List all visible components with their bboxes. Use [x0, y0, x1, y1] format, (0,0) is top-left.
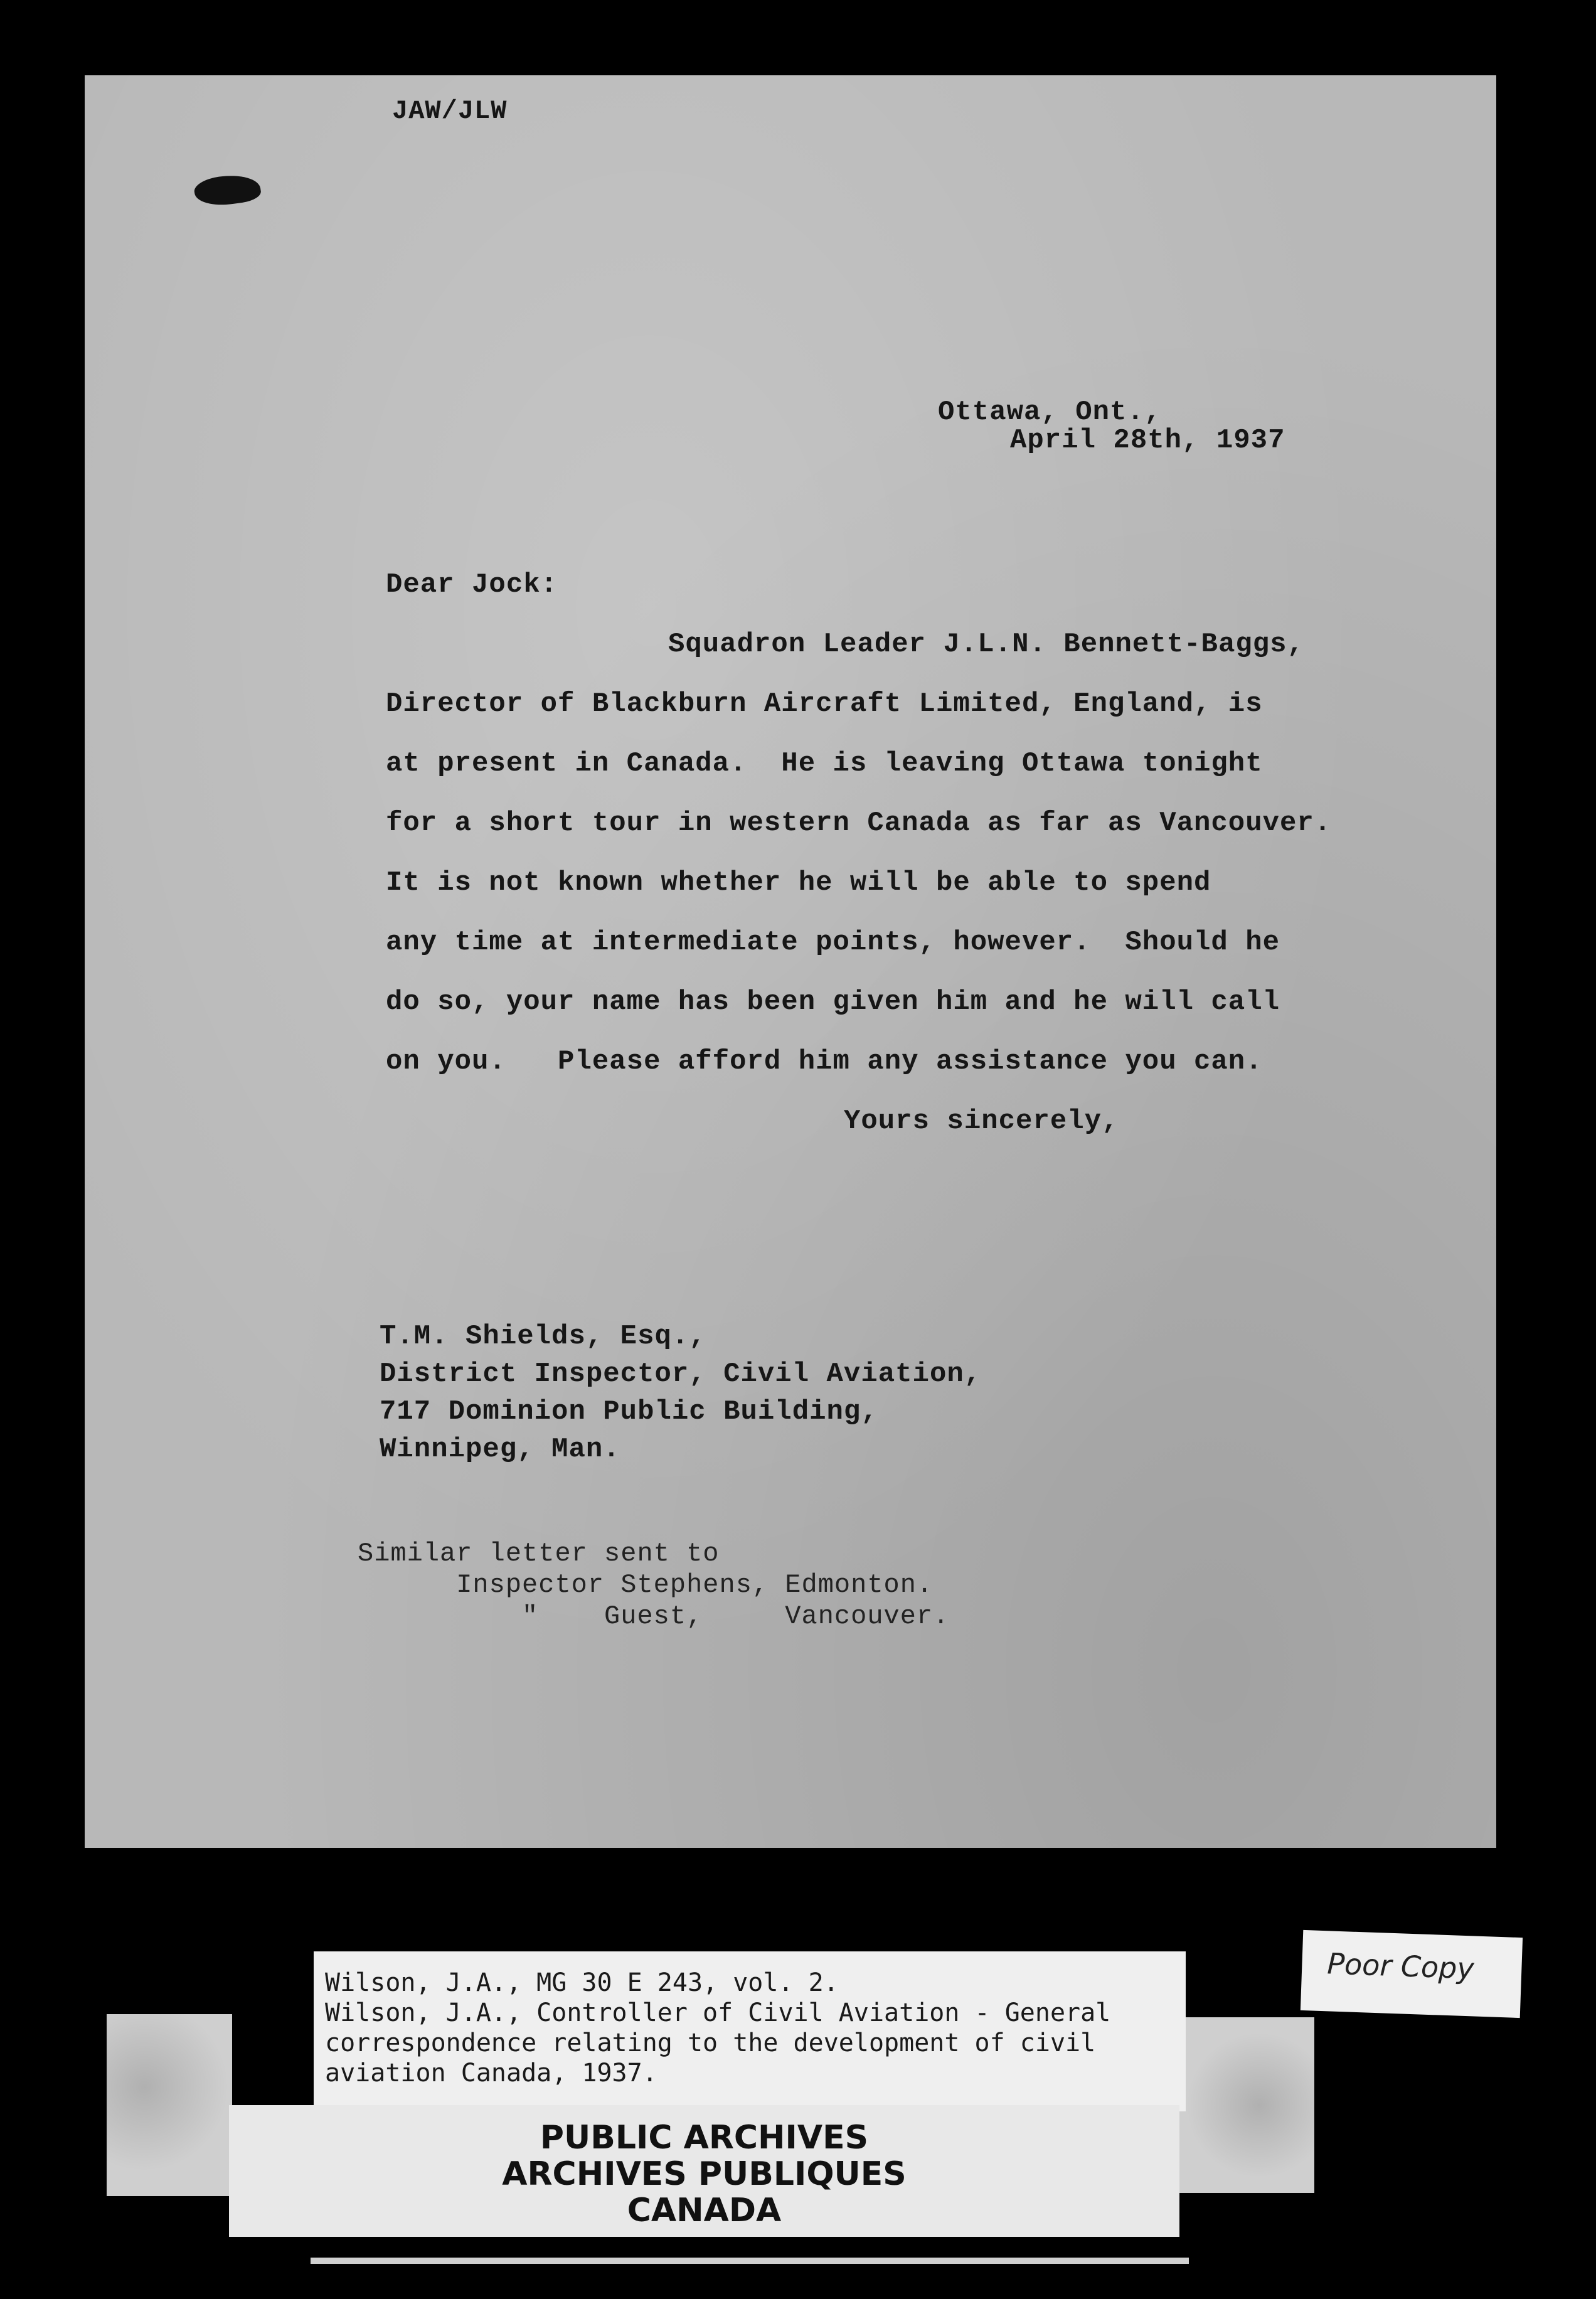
body-line: for a short tour in western Canada as far as Vancouver.: [386, 808, 1332, 839]
handwritten-note: Poor Copy: [1326, 1946, 1475, 1986]
date-line-1: Ottawa, Ont.,: [938, 397, 1162, 428]
citation-line: correspondence relating to the development of civil: [325, 2029, 1096, 2057]
archive-stamp-card: [229, 2105, 1179, 2237]
citation-line: aviation Canada, 1937.: [325, 2059, 657, 2088]
body-line: any time at intermediate points, however. Should he: [386, 927, 1280, 958]
mounting-tape-right: [1176, 2017, 1314, 2193]
body-line: on you. Please afford him any assistance you can.: [386, 1046, 1263, 1077]
address-line: 717 Dominion Public Building,: [380, 1396, 878, 1427]
address-line: District Inspector, Civil Aviation,: [380, 1358, 982, 1390]
archive-citation-label: [314, 1951, 1186, 2111]
reference-initials: JAW/JLW: [392, 96, 508, 126]
archive-stamp-line: PUBLIC ARCHIVES: [540, 2119, 869, 2157]
closing: Yours sincerely,: [844, 1106, 1119, 1137]
salutation: Dear Jock:: [386, 569, 558, 600]
poor-copy-note: [1301, 1930, 1523, 2018]
mounting-tape-left: [107, 2014, 232, 2196]
address-line: T.M. Shields, Esq.,: [380, 1321, 706, 1352]
address-line: Winnipeg, Man.: [380, 1434, 620, 1465]
archive-stamp-line: ARCHIVES PUBLIQUES: [502, 2155, 907, 2193]
body-line: Squadron Leader J.L.N. Bennett-Baggs,: [668, 629, 1304, 660]
citation-line: Wilson, J.A., MG 30 E 243, vol. 2.: [325, 1968, 839, 1997]
archive-stamp-line: CANADA: [627, 2192, 782, 2229]
body-line: Director of Blackburn Aircraft Limited, England, is: [386, 688, 1263, 720]
body-line: do so, your name has been given him and he will call: [386, 986, 1280, 1018]
archive-card-edge: [311, 2258, 1189, 2264]
body-line: at present in Canada. He is leaving Ottawa tonight: [386, 748, 1263, 779]
note-line: Inspector Stephens, Edmonton.: [358, 1570, 934, 1600]
citation-line: Wilson, J.A., Controller of Civil Aviation - General: [325, 1998, 1111, 2027]
date-line-2: April 28th, 1937: [1010, 425, 1285, 456]
note-line: Similar letter sent to: [358, 1539, 720, 1569]
note-line: " Guest, Vancouver.: [358, 1601, 950, 1631]
body-line: It is not known whether he will be able to spend: [386, 867, 1211, 899]
